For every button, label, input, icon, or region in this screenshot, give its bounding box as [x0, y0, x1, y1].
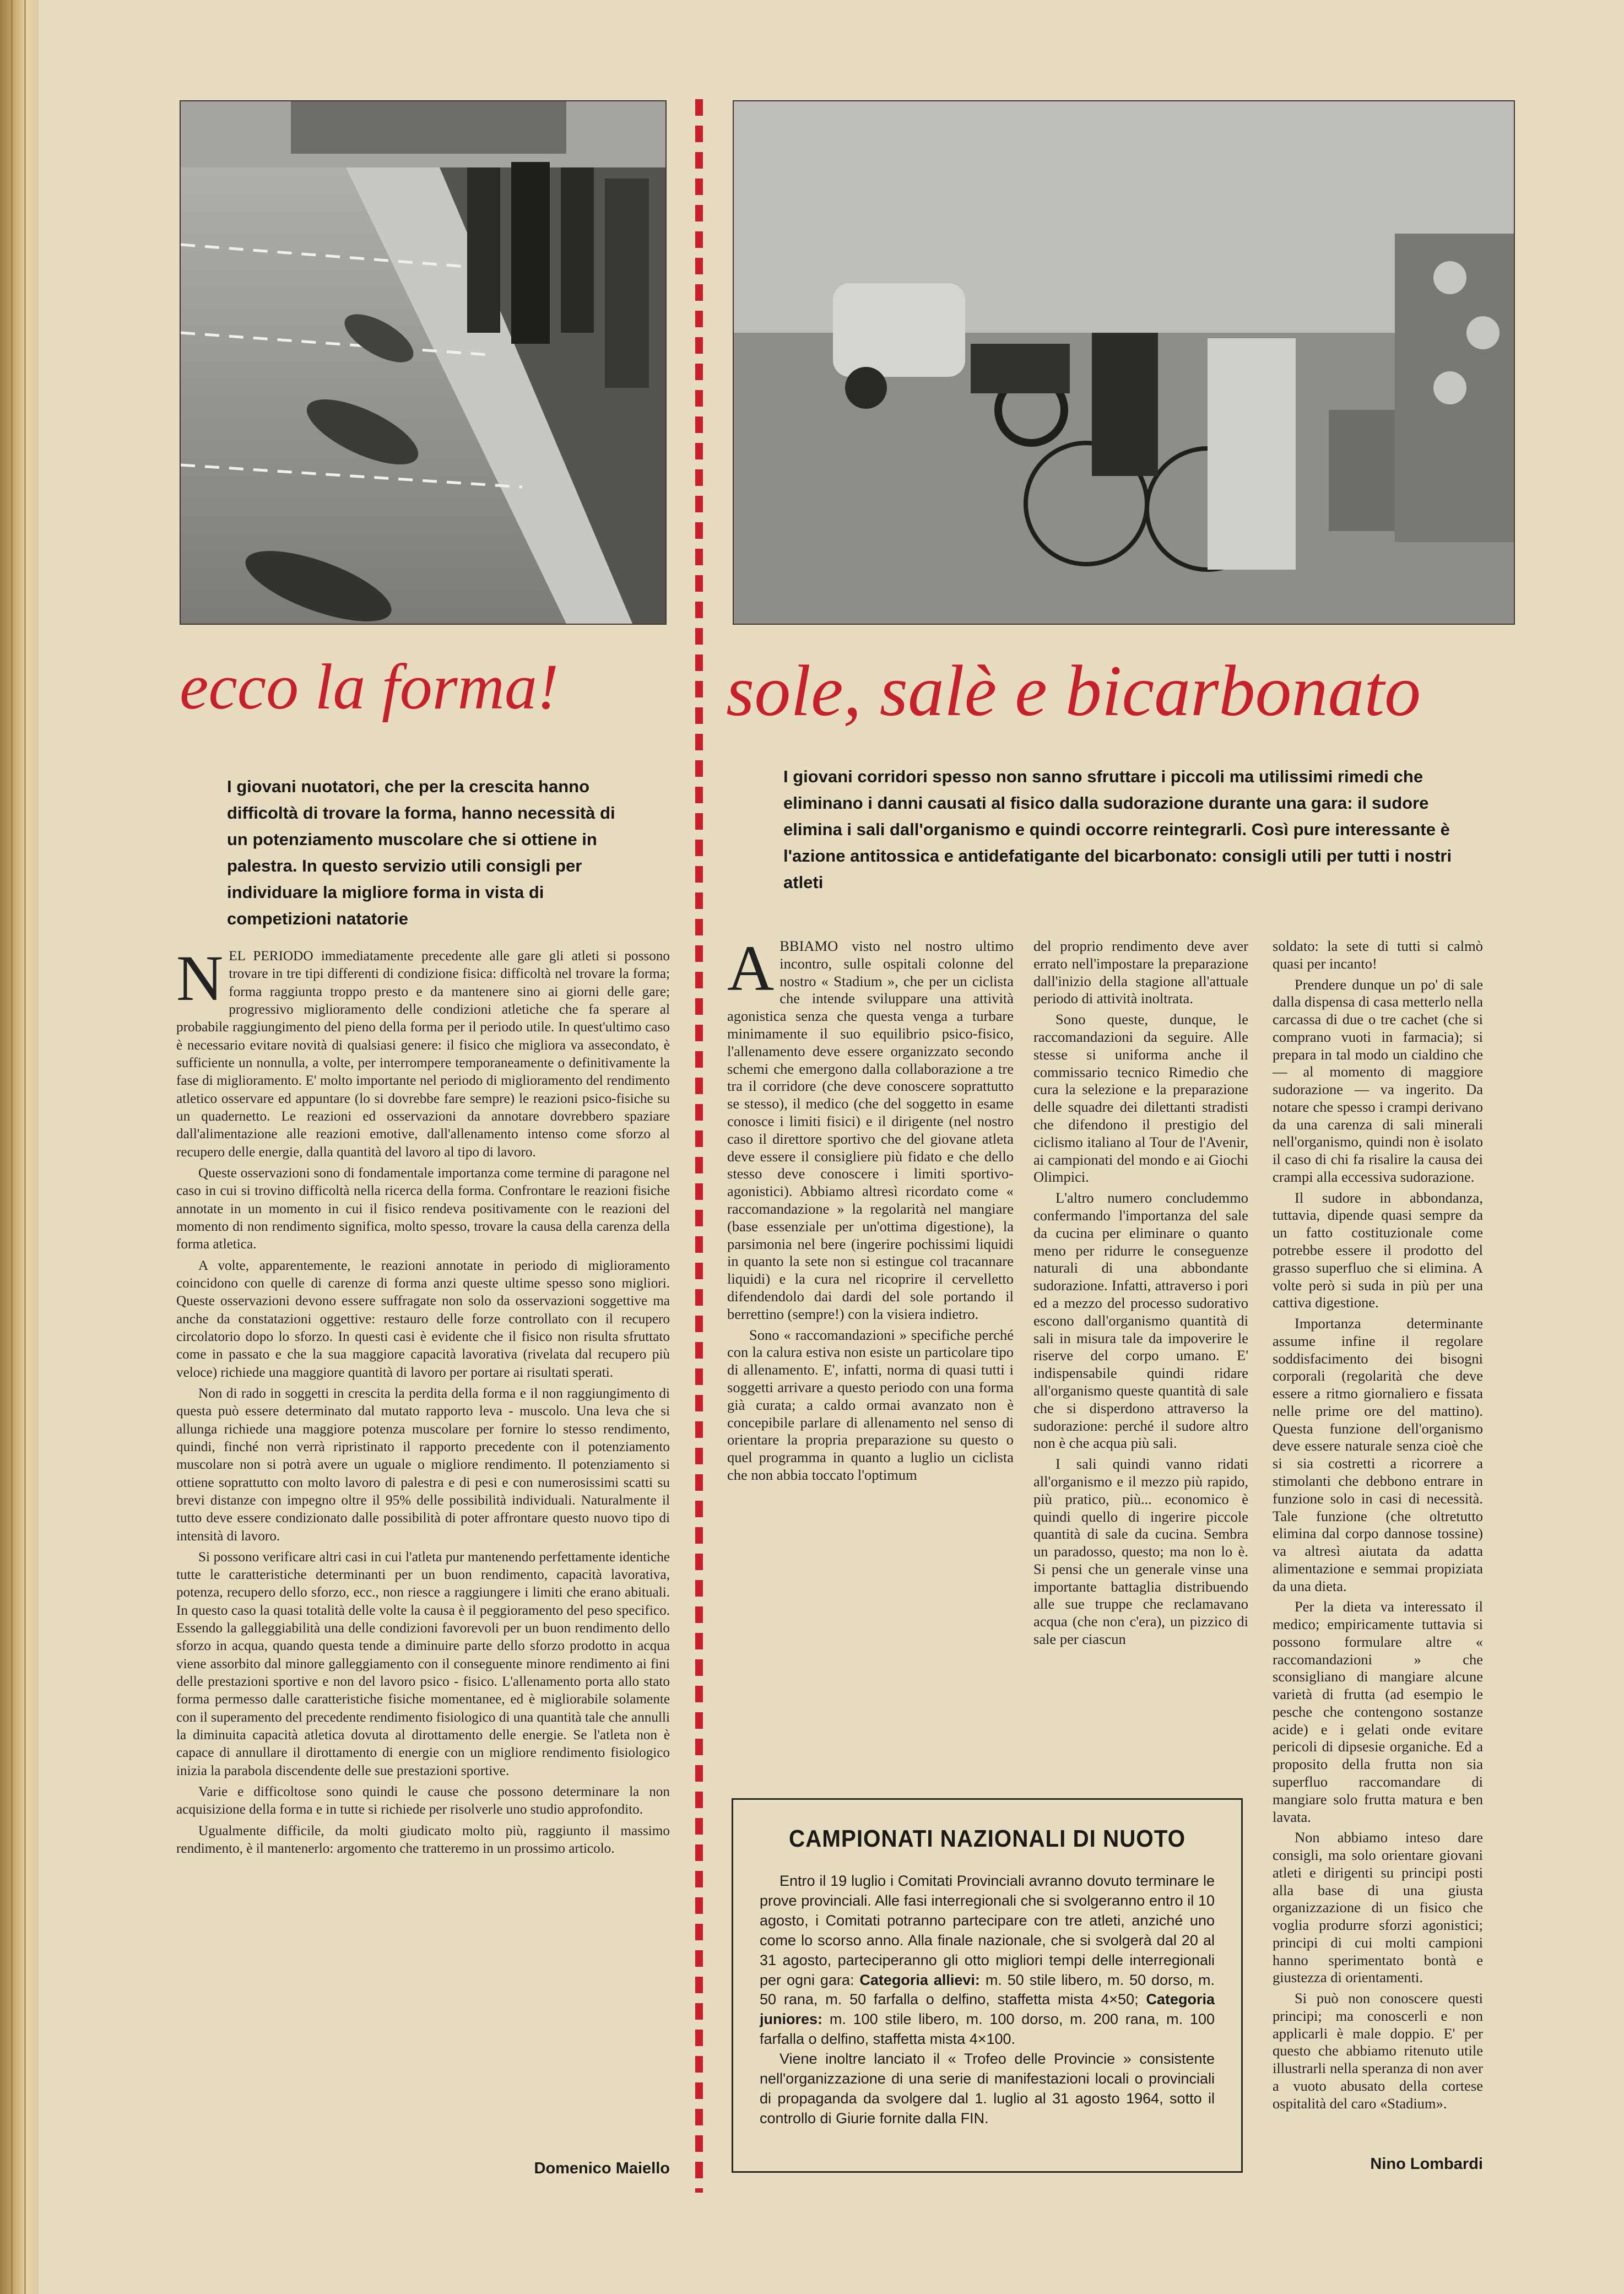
article-paragraph: del proprio rendimento deve aver errato nell'impostare la preparazione dall'inizio della stagione all'attuale periodo di attività inoltrata.: [1033, 938, 1248, 1007]
article-paragraph: A volte, apparentemente, le reazioni annotate in periodo di miglioramento coincidono con quelle di carenze di forma anzi queste ultime spesso sono migliori. Queste osservazioni devono essere suffragate non solo da osservazioni soggettive ma anche da constatazioni oggettive: restauro delle forze controllato con il recupero circolatorio dopo lo sforzo. In questi casi è evidente che il fisico non risulta sfruttato come in passato e che la sua maggiore capacità lavorativa (rivelata dal recupero più veloce) richiede una maggiore quantità di lavoro per portare ai risultati sperati.: [176, 1258, 670, 1380]
right-article-col-3: [1273, 938, 1483, 2116]
left-author: Domenico Maiello: [534, 2160, 670, 2177]
red-dashed-divider: [695, 99, 703, 2193]
drop-cap: N: [176, 942, 224, 1014]
championship-notice-box: [732, 1798, 1243, 2173]
article-paragraph: Si possono verificare altri casi in cui l'atleta pur mantenendo perfettamente identiche tutte le caratteristiche determinanti per un buon rendimento, capacità lavorativa, potenza, recupero dello sforzo, ecc., non riesce a raggiungere i limiti che erano abituali. In questo caso la quasi totalità delle volte la causa è il peggioramento del peso specifico. Essendo la galleggiabilità una delle condizioni favorevoli per un buon rendimento dello sforzo in acqua, quando questa tende a diminuire parte dello sforzo prodotto in acqua viene assorbito dal minore galleggiamento con il conseguente minore rendimento ai fini delle prestazioni sportive e non del lavoro psico - fisico. L'allenamento porta allo stato forma permesso dalle caratteristiche fisiche momentanee, ed è migliorabile solamente con il superamento del precedente rendimento fisiologico di una quantità tale che annulli la diminuita capacità atletica dovuta al dirottamento delle energie. Se l'atleta non è capace di annullare il dirottamento di energie con un migliore rendimento fisiologico inizia la parabola discendente delle sue prestazioni sportive.: [176, 1549, 670, 1778]
article-paragraph: I sali quindi vanno ridati all'organismo e il mezzo più rapido, più pratico, più... economico è quindi quello di ingerire piccole quantità di sale da cucina. Sembra un paradosso, questo; ma non lo è. Si pensi che un generale vinse una importante battaglia distribuendo alle sue truppe che reclamavano acqua (che non c'era), un pizzico di sale per ciascun: [1033, 1456, 1248, 1648]
notice-paragraph: [760, 1871, 1215, 2049]
article-paragraph: L'altro numero concludemmo confermando l'importanza del sale da cucina per eliminare o quanto meno per ridurre le conseguenze naturali di una abbondante sudorazione. Infatti, attraverso i pori ed a mezzo del processo sudorativo escono dall'organismo quantità di sali in misura tale da impoverire le riserve del corpo umano. E' indispensabile quindi ridare all'organismo queste quantità di sale che si disperdono attraverso la sudorazione: perché il sudore altro non è che acqua più sali.: [1033, 1189, 1248, 1452]
binding-edge-line: [24, 0, 26, 2294]
article-paragraph: Sono queste, dunque, le raccomandazioni da seguire. Alle stesse si uniforma anche il commissario tecnico Rimedio che cura la selezione e la preparazione delle squadre dei dilettanti stradisti che difendono il prestigio del ciclismo italiano al Tour de l'Avenir, ai campionati del mondo e ai Giochi Olimpici.: [1033, 1011, 1248, 1186]
article-paragraph: Si può non conoscere questi principi; ma conoscerli e non applicarli è male doppio. E' per questo che abbiamo ritenuto utile illustrarli nella speranza di non aver a vuoto abusato della cortese ospitalità del caro «Stadium».: [1273, 1990, 1483, 2112]
article-paragraph: Non di rado in soggetti in crescita la perdita della forma e il non raggiungimento di questa può essere determinato dal mutato rapporto leva - muscolo. Una leva che si allunga richiede una maggiore potenza muscolare per fornire lo stesso rendimento, quindi, finché non verrà ripristinato il rapporto precedente con il potenziamento muscolare non si potrà avere un uguale o migliore rendimento. Il potenziamento si ottiene soprattutto con molto lavoro di palestra e di pesi e con numerosissimi scatti su brevi distanze con impegno oltre il 95% delle possibilità individuali. Naturalmente il tutto deve essere condizionato dalle possibilità di poter affrontare questo nuovo tipo di intensità di lavoro.: [176, 1386, 670, 1544]
article-paragraph: Il sudore in abbondanza, tuttavia, dipende quasi sempre da un fatto costituzionale come potrebbe essere il prodotto del grasso superfluo che si elimina. A volte però si suda in più per una cattiva digestione.: [1273, 1189, 1483, 1311]
article-paragraph: Ugualmente difficile, da molti giudicato molto più, raggiunto il massimo rendimento, è il mantenerlo: argomento che tratteremo in un prossimo articolo.: [176, 1823, 670, 1857]
right-deck: I giovani corridori spesso non sanno sfruttare i piccoli ma utilissimi rimedi che eliminano i danni causati al fisico dalla sudorazione durante una gara: il sudore elimina i sali dall'organismo e quindi occorre reintegrarli. Così pure interessante è l'azione antitossica e antidefatigante del bicarbonato: consigli utili per tutti i nostri atleti: [783, 767, 1452, 892]
right-headline: sole, salè e bicarbonato: [726, 650, 1421, 731]
binding-edge-line: [11, 0, 13, 2294]
notice-paragraph: Viene inoltre lanciato il « Trofeo delle Provincie » consistente nell'organizzazione di una serie di manifestazioni locali o provinciali di propaganda da svolgere dal 1. luglio al 31 agosto 1964, sotto il controllo di Giurie fornite dalla FIN.: [760, 2050, 1215, 2127]
category-label: Categoria allievi:: [859, 1971, 980, 1988]
right-article-col-2: [1033, 938, 1248, 1652]
cyclists-photo: [733, 100, 1515, 625]
article-paragraph: Importanza determinante assume infine il regolare soddisfacimento dei bisogni corporali (regolarità che deve essere a ritmo giornaliero e fissata nelle prime ore del mattino). Questa funzione dell'organismo deve essere naturale senza cioè che si sia costretti a ricorrere a stimolanti che debbono entrare in funzione solo in casi di necessità. Tale funzione (che oltretutto elimina dal corpo dannose tossine) va altresì aiutata da adatta alimentazione e semmai propiziata da una dieta.: [1273, 1315, 1483, 1594]
left-deck: I giovani nuotatori, che per la crescita hanno difficoltà di trovare la forma, hanno necessità di un potenziamento muscolare che si ottiene in palestra. In questo servizio utili consigli per individuare la migliore forma in vista di competizioni natatorie: [227, 777, 615, 929]
notice-title: CAMPIONATI NAZIONALI DI NUOTO: [788, 1825, 1186, 1852]
article-paragraph: Non abbiamo inteso dare consigli, ma solo orientare giovani atleti e dirigenti su principi posti alla base di una giusta organizzazione di un fisico che voglia produrre sforzi agonistici; principi di cui molti campioni hanno sperimentato bontà e giustezza di orientamenti.: [1273, 1829, 1483, 1986]
article-paragraph: soldato: la sete di tutti si calmò quasi per incanto!: [1273, 938, 1483, 972]
swimmers-photo: [180, 100, 667, 625]
notice-text: Entro il 19 luglio i Comitati Provinciali avranno dovuto terminare le prove provinciali. Alle fasi interregionali che si svolgeranno entro il 10 agosto, i Comitati potranno partecipare con tre atleti, anziché uno come lo scorso anno. Alla finale nazionale, che si svolgerà dal 20 al 31 agosto, parteciperanno gli otto migliori tempi delle interregionali per ogni gara:: [760, 1873, 1215, 1988]
right-article-col-1: [727, 932, 1014, 1487]
category-label: Categoria juniores:: [760, 1991, 1215, 2028]
page-binding: [0, 0, 39, 2294]
left-article-body: [176, 942, 670, 1861]
notice-text: m. 100 stile libero, m. 100 dorso, m. 200 rana, m. 100 farfalla o delfino, staffetta mista 4×100.: [760, 2011, 1215, 2048]
article-paragraph: Varie e difficoltose sono quindi le cause che possono determinare la non acquisizione della forma e in tutte si richiede per risolverle uno studio approfondito.: [176, 1784, 670, 1817]
article-paragraph: Per la dieta va interessato il medico; empiricamente tuttavia si possono formulare altre « raccomandazioni » che sconsigliano di mangiare alcune varietà di frutta (ad esempio le pesche che contengono sostanze acide) e i gelati onde evitare pericoli di dipsesie organiche. Ed a proposito della frutta non sia superfluo raccomandare di mangiare solo frutta matura e ben lavata.: [1273, 1598, 1483, 1825]
article-paragraph: BBIAMO visto nel nostro ultimo incontro, sulle ospitali colonne del nostro « Stadium », che per un ciclista che intende sviluppare una attività agonistica senza che questa venga a turbare minimamente il suo equilibrio psico-fisico, l'allenamento deve essere organizzato secondo schemi che emergono dalla collaborazione a tre tra il corridore (che deve conoscere soprattutto se stesso), il medico (che del soggetto in esame conosce i limiti fisici) e il dirigente (nel nostro caso il direttore sportivo che del giovane atleta deve essere il consigliere più fidato e che dello stesso deve conoscere i limiti sportivo-agonistici). Abbiamo altresì ricordato come « raccomandazione » la regolarità nel mangiare (base essenziale per un'ottima digestione), la parsimonia nel bere (ingerire pochissimi liquidi in quanto la sete non si estingue col tracannare liquidi) e la cura nel ricoprire il cervelletto difendendolo dai dardi del sole portando il berrettino (sempre!) con la visiera indietro.: [727, 938, 1014, 1322]
article-paragraph: Prendere dunque un po' di sale dalla dispensa di casa metterlo nella carcassa di due o tre cachet (che si comprano vuoti in farmacia); si prepara in tal modo un cialdino che — al momento di maggiore sudorazione — va ingerito. Da notare che spesso i crampi derivano da una carenza di sali minerali nell'organismo, quindi non è isolato il caso di chi fa risalire la causa dei crampi alla eccessiva sudorazione.: [1273, 976, 1483, 1185]
notice-text: m. 50 stile libero, m. 50 dorso, m. 50 rana, m. 50 farfalla o delfino, staffetta mista 4×50;: [760, 1971, 1215, 2008]
article-paragraph: Queste osservazioni sono di fondamentale importanza come termine di paragone nel caso in cui si trovino difficoltà nella ricerca della forma. Confrontare le reazioni fisiche annotate in un momento in cui il fisico rendeva positivamente con le reazioni del momento di non rendimento significa, molto spesso, trovare la causa della carenza della forma atletica.: [176, 1165, 670, 1252]
left-headline: ecco la forma!: [180, 651, 559, 723]
article-paragraph: Sono « raccomandazioni » specifiche perché con la calura estiva non esiste un particolare tipo di allenamento. E', infatti, norma di quasi tutti i soggetti arrivare a questo periodo con una forma già curata; a caldo ormai avanzato non è concepibile parlare di allenamento nel senso di orientare la propria preparazione su questo o quel programma in quanto a luglio un ciclista che non abbia toccato l'optimum: [727, 1326, 1014, 1483]
drop-cap: A: [727, 932, 775, 1004]
article-paragraph: EL PERIODO immediatamente precedente alle gare gli atleti si possono trovare in tre tipi differenti di condizione fisica: difficoltà nel trovare la forma; forma raggiunta troppo presto e da mantenere sino ai giorni delle gare; progressivo miglioramento delle condizioni atletiche che fa sperare al probabile raggiungimento del pieno della forma per il periodo utile. In quest'ultimo caso è necessario evitare novità di qualsiasi genere: il fisico che migliora va assecondato, è sufficiente un nonnulla, a volte, per interrompere temporaneamente o definitivamente la fase di miglioramento. E' molto importante nel periodo di miglioramento del rendimento atletico osservare ed appuntare (lo si dovrebbe fare sempre) le reazioni psico-fisiche su un quadernetto. Le reazioni ed osservazioni da annotare dovrebbero spaziare dall'alimentazione alle reazioni emotive, dall'allenamento intenso come sforzo al recupero delle energie, dalla quantità del lavoro al tipo di lavoro.: [176, 949, 670, 1160]
right-author: Nino Lombardi: [1370, 2155, 1483, 2173]
